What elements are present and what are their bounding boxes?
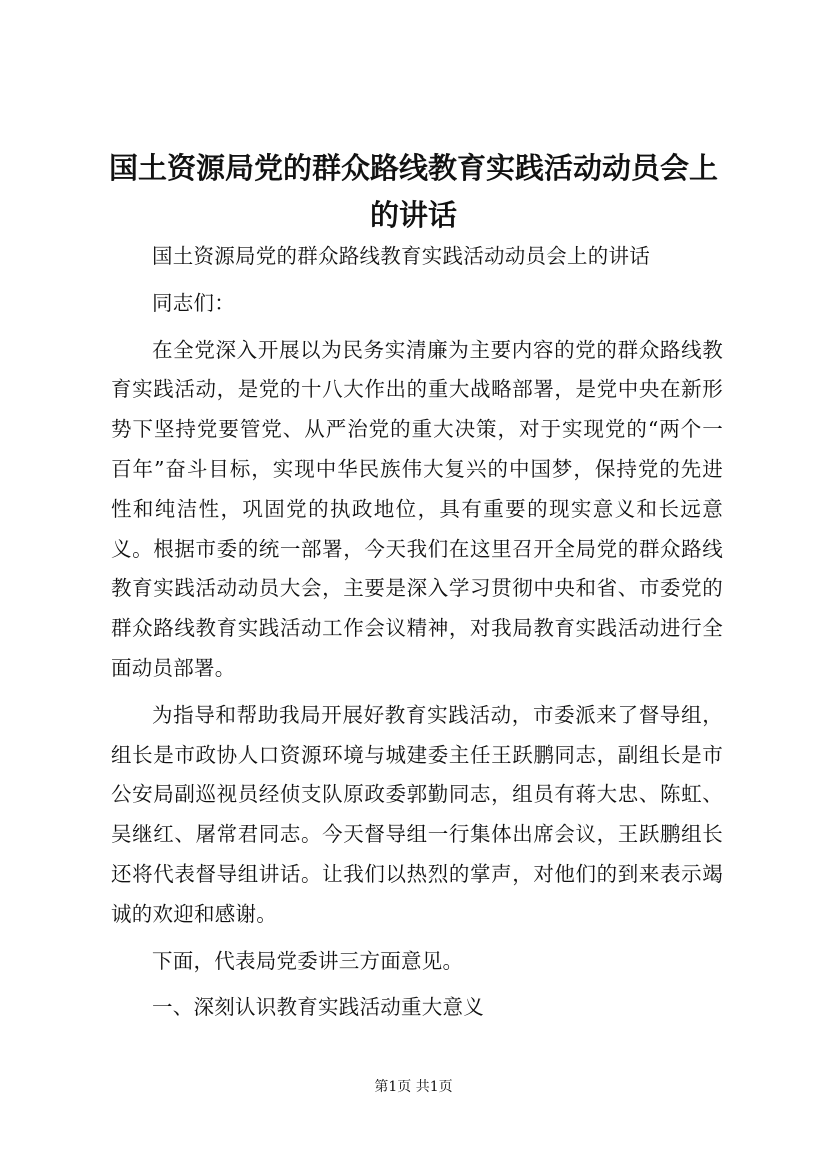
page-number-footer: 第1页 共1页 xyxy=(374,1079,453,1095)
body-paragraph: 下面，代表局党委讲三方面意见。 xyxy=(152,948,464,973)
section-heading: 一、深刻认识教育实践活动重大意义 xyxy=(152,995,484,1020)
subtitle-paragraph: 国土资源局党的群众路线教育实践活动动员会上的讲话 xyxy=(152,244,650,268)
salutation-paragraph: 同志们： xyxy=(152,290,235,315)
document-title: 国土资源局党的群众路线教育实践活动动员会上的讲话 xyxy=(108,151,718,232)
body-paragraph: 为指导和帮助我局开展好教育实践活动，市委派来了督导组，组长是市政协人口资源环境与城建委主任王跃鹏同志，副组长是市公安局副巡视员经侦支队原政委郭勤同志，组员有蒋大忠、陈虹、吴继红、屠常君同志。今天督导组一行集体出席会议，王跃鹏组长还将代表督导组讲话。让我们以热烈的掌声，对他们的到来表示竭诚的欢迎和感谢。 xyxy=(111,702,723,926)
body-paragraph: 在全党深入开展以为民务实清廉为主要内容的党的群众路线教育实践活动，是党的十八大作出的重大战略部署，是党中央在新形势下坚持党要管党、从严治党的重大决策，对于实现党的“两个一百年”奋斗目标，实现中华民族伟大复兴的中国梦，保持党的先进性和纯洁性，巩固党的执政地位，具有重要的现实意义和长远意义。根据市委的统一部署，今天我们在这里召开全局党的群众路线教育实践活动动员大会，主要是深入学习贯彻中央和省、市委党的群众路线教育实践活动工作会议精神，对我局教育实践活动进行全面动员部署。 xyxy=(111,337,723,680)
document-body xyxy=(111,237,723,1035)
